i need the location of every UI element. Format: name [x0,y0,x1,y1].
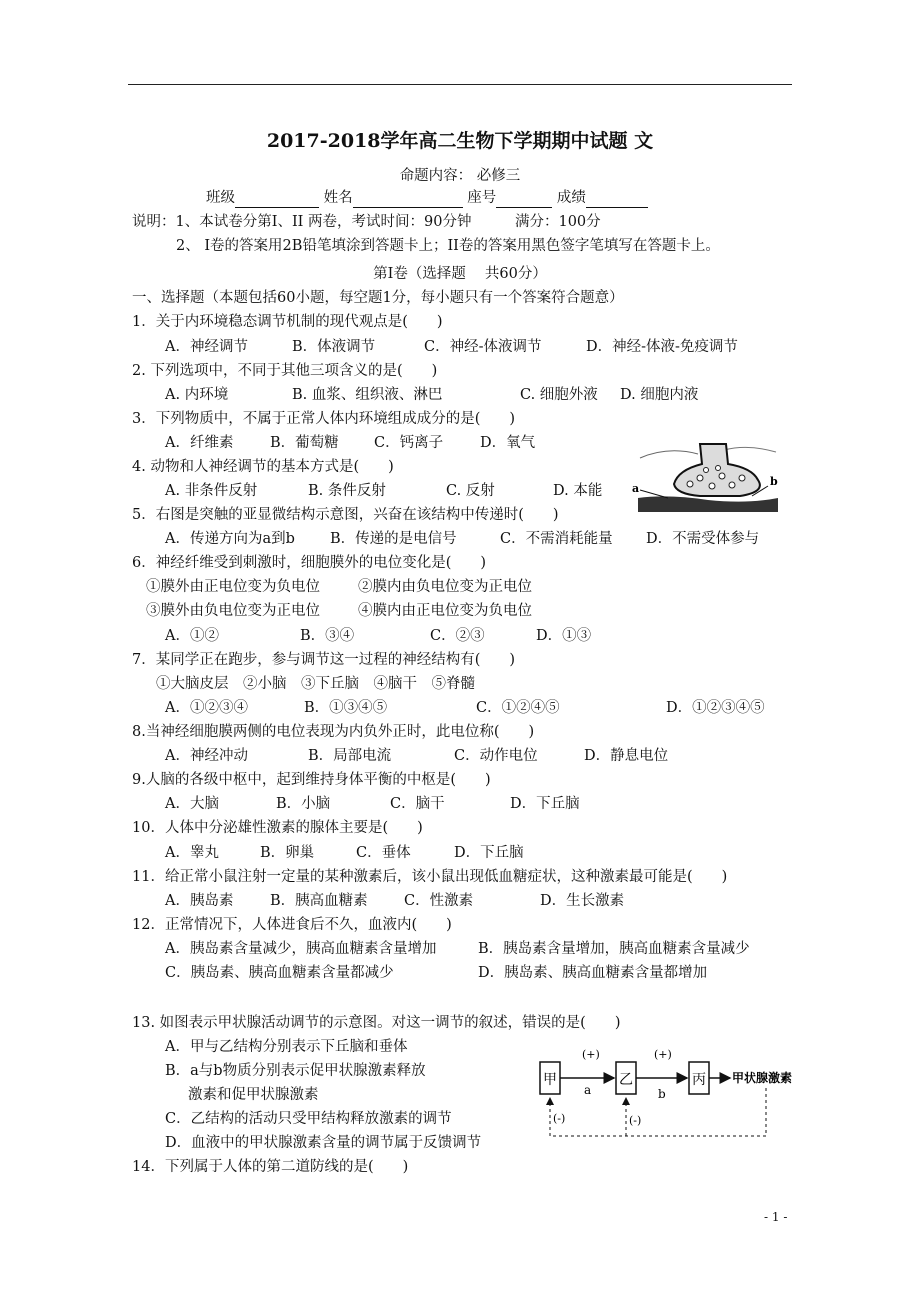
name-blank[interactable] [353,192,463,208]
q5-stem: 5．右图是突触的亚显微结构示意图，兴奋在该结构中传递时( ) [132,507,559,523]
q9-option-a: A．大脑 [165,796,219,812]
q8-option-b: B．局部电流 [308,748,392,764]
q3-option-c: C．钙离子 [374,435,444,451]
part-heading: 第Ⅰ卷（选择题 共60分） [373,266,547,282]
page-number: - 1 - [764,1210,788,1224]
q6-option-c: C．②③ [430,628,485,644]
q2-option-d: D. 细胞内液 [620,387,699,403]
q12-option-c: C．胰岛素、胰高血糖素含量都减少 [165,965,394,981]
section-heading: 一、选择题（本题包括60小题，每空题1分，每小题只有一个答案符合题意） [132,290,624,306]
seat-blank[interactable] [496,192,552,208]
q4-option-a: A. 非条件反射 [165,483,258,499]
q6-item-3: ③膜外由负电位变为正电位 [146,603,320,619]
plus-label-1: (+) [582,1048,600,1061]
q5-option-d: D．不需受体参与 [646,531,760,547]
class-blank[interactable] [235,192,319,208]
q3-option-b: B．葡萄糖 [270,435,339,451]
q6-item-2: ②膜内由负电位变为正电位 [358,579,532,595]
q3-option-d: D．氧气 [480,435,536,451]
q11-option-c: C．性激素 [404,893,474,909]
q14-stem: 14．下列属于人体的第二道防线的是( ) [132,1159,409,1175]
q13-option-a: A．甲与乙结构分别表示下丘脑和垂体 [165,1039,408,1055]
q11-option-b: B．胰高血糖素 [270,893,368,909]
q9-option-d: D．下丘脑 [510,796,580,812]
q7-stem: 7．某同学正在跑步，参与调节这一过程的神经结构有( ) [132,652,516,668]
q9-option-b: B．小脑 [276,796,331,812]
q5-option-b: B．传递的是电信号 [330,531,457,547]
q10-option-b: B．卵巢 [260,845,315,861]
q6-option-d: D．①③ [536,628,592,644]
q7-option-b: B．①③④⑤ [304,700,388,716]
q13-option-b: B．a与b物质分别表示促甲状腺激素释放 [165,1063,426,1079]
q2-option-a: A. 内环境 [165,387,229,403]
node-jia-label: 甲 [543,1072,557,1088]
class-label: 班级 [206,190,235,206]
q2-option-c: C. 细胞外液 [520,387,598,403]
minus-label-1: (-) [553,1112,566,1125]
thyroid-regulation-diagram [534,1044,794,1144]
q8-option-c: C．动作电位 [454,748,538,764]
q6-option-b: B．③④ [300,628,355,644]
q8-option-a: A．神经冲动 [165,748,248,764]
info-row [206,188,648,208]
q11-option-a: A．胰岛素 [165,893,234,909]
q7-option-c: C．①②④⑤ [476,700,560,716]
score-label: 成绩 [556,190,586,206]
q10-stem: 10．人体中分泌雄性激素的腺体主要是( ) [132,820,423,836]
name-label: 姓名 [323,190,353,206]
q8-option-d: D．静息电位 [584,748,669,764]
q4-stem: 4. 动物和人神经调节的基本方式是( ) [132,459,394,475]
q13-stem: 13. 如图表示甲状腺活动调节的示意图。对这一调节的叙述，错误的是( ) [132,1015,621,1031]
output-label: 甲状腺激素 [732,1071,793,1085]
q5-option-a: A．传递方向为a到b [165,531,295,547]
score-blank[interactable] [586,192,648,208]
q10-option-a: A．睾丸 [165,845,219,861]
a-label: a [584,1083,592,1097]
synapse-label-b: b [770,475,778,488]
plus-label-2: (+) [654,1048,672,1061]
synapse-label-a: a [632,482,640,495]
page-title: 2017-2018学年高二生物下学期期中试题 文 [266,130,654,152]
q1-stem: 1．关于内环境稳态调节机制的现代观点是( ) [132,314,443,330]
note-1: 说明：1、本试卷分第Ⅰ、II 两卷，考试时间：90分钟 满分：100分 [132,214,601,230]
note-2: 2、 I卷的答案用2B铅笔填涂到答题卡上；II卷的答案用黑色签字笔填写在答题卡上。 [176,238,720,254]
q10-option-d: D．下丘脑 [454,845,524,861]
q7-option-a: A．①②③④ [165,700,248,716]
seat-label: 座号 [467,190,497,206]
q13-option-b-cont: 激素和促甲状腺激素 [188,1087,319,1103]
b-label: b [658,1087,666,1101]
q2-stem: 2. 下列选项中，不同于其他三项含义的是( ) [132,363,438,379]
q10-option-c: C．垂体 [356,845,411,861]
q12-option-d: D．胰岛素、胰高血糖素含量都增加 [478,965,708,981]
q3-option-a: A．纤维素 [165,435,234,451]
q12-option-a: A．胰岛素含量减少，胰高血糖素含量增加 [165,941,437,957]
q7-items: ①大脑皮层 ②小脑 ③下丘脑 ④脑干 ⑤脊髓 [156,676,475,692]
synapse-figure [628,440,780,512]
q1-option-c: C．神经-体液调节 [424,339,542,355]
q11-option-d: D．生长激素 [540,893,625,909]
q6-stem: 6．神经纤维受到刺激时，细胞膜外的电位变化是( ) [132,555,487,571]
scope: 命题内容： 必修三 [399,168,521,184]
q13-option-c: C．乙结构的活动只受甲结构释放激素的调节 [165,1111,452,1127]
q12-option-b: B．胰岛素含量增加，胰高血糖素含量减少 [478,941,750,957]
q7-option-d: D．①②③④⑤ [666,700,765,716]
q2-option-b: B. 血浆、组织液、淋巴 [292,387,443,403]
q8-stem: 8.当神经细胞膜两侧的电位表现为内负外正时，此电位称( ) [132,724,535,740]
q3-stem: 3．下列物质中，不属于正常人体内环境组成成分的是( ) [132,411,516,427]
q9-stem: 9.人脑的各级中枢中，起到维持身体平衡的中枢是( ) [132,772,491,788]
q11-stem: 11．给正常小鼠注射一定量的某种激素后，该小鼠出现低血糖症状，这种激素最可能是( ) [132,869,728,885]
q13-option-d: D．血液中的甲状腺激素含量的调节属于反馈调节 [165,1135,482,1151]
q12-stem: 12．正常情况下，人体进食后不久，血液内( ) [132,917,452,933]
node-yi-label: 乙 [619,1072,633,1088]
q1-option-a: A．神经调节 [165,339,248,355]
node-bing-label: 丙 [692,1072,706,1088]
q4-option-b: B. 条件反射 [308,483,386,499]
q6-option-a: A．①② [165,628,219,644]
q1-option-d: D．神经-体液-免疫调节 [586,339,738,355]
q4-option-d: D. 本能 [553,483,603,499]
q1-option-b: B．体液调节 [292,339,376,355]
q6-item-4: ④膜内由正电位变为负电位 [358,603,532,619]
header-rule [128,84,792,85]
minus-label-2: (-) [629,1114,642,1127]
q4-option-c: C. 反射 [446,483,495,499]
q6-item-1: ①膜外由正电位变为负电位 [146,579,320,595]
q5-option-c: C．不需消耗能量 [500,531,613,547]
q9-option-c: C．脑干 [390,796,445,812]
